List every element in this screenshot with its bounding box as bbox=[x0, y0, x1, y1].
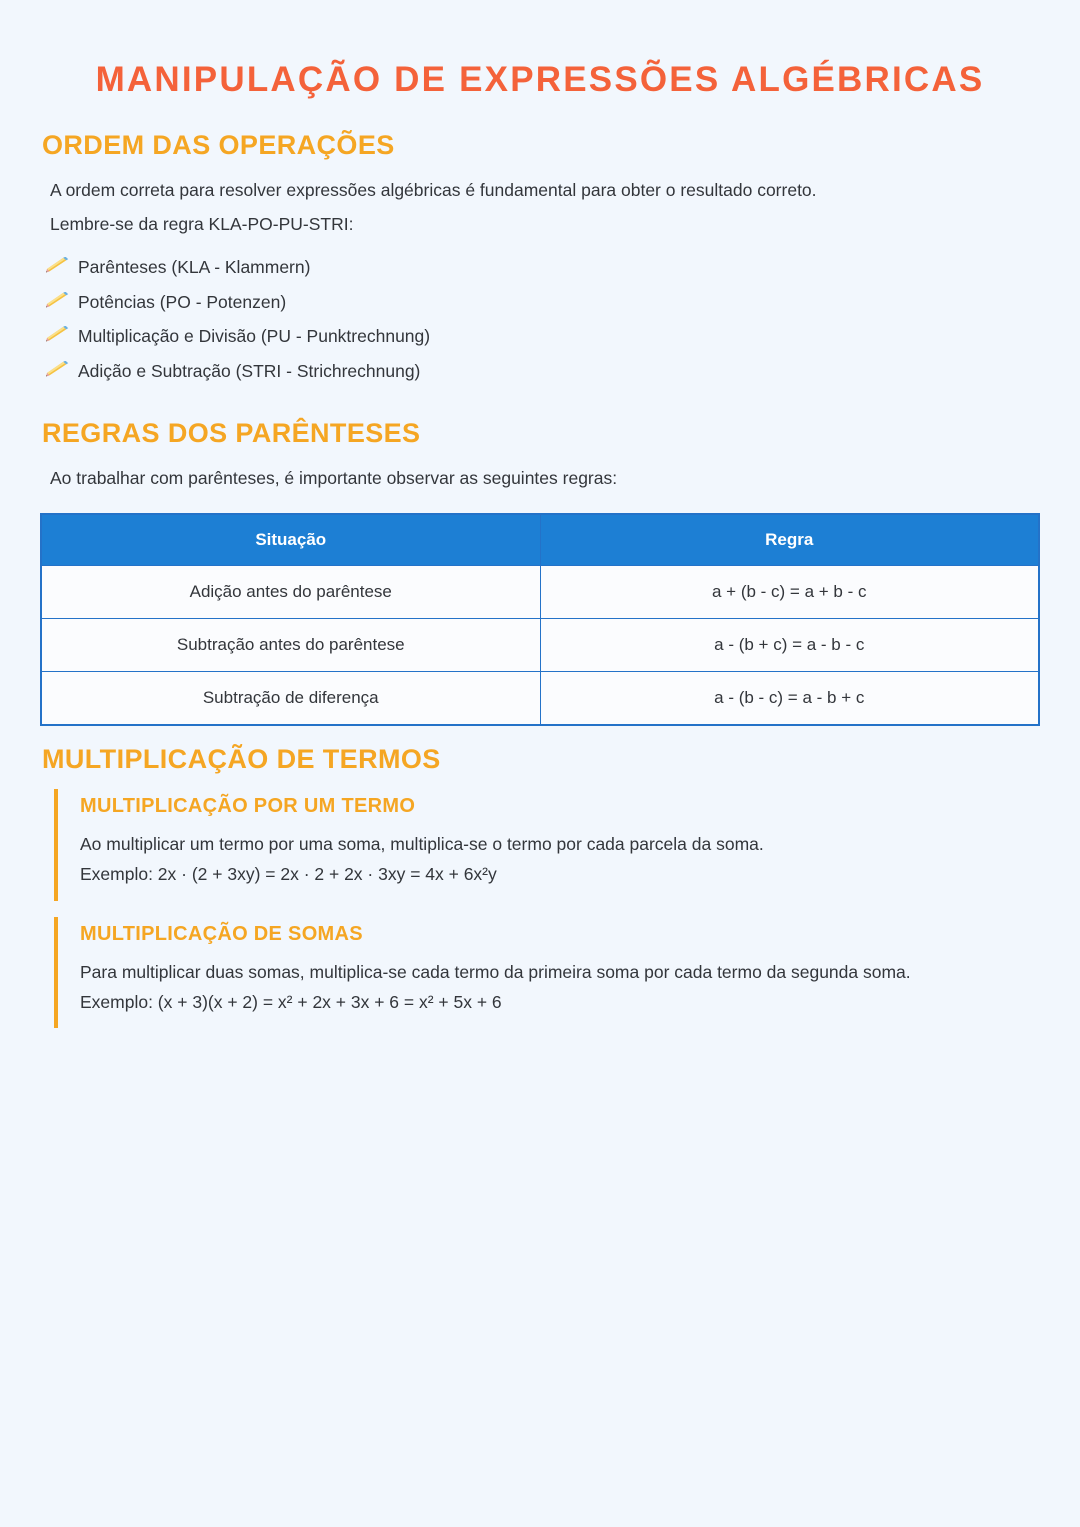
table-row bbox=[41, 619, 1039, 672]
callout-title: MULTIPLICAÇÃO DE SOMAS bbox=[80, 922, 363, 945]
order-of-operations-intro-line-2: Lembre-se da regra KLA-PO-PU-STRI: bbox=[50, 214, 354, 235]
list-item-label: Multiplicação e Divisão (PU - Punktrechnung) bbox=[78, 326, 431, 347]
pencil-icon bbox=[44, 361, 70, 379]
table-cell-regra: a - (b + c) = a - b - c bbox=[540, 619, 1039, 672]
list-item-label: Potências (PO - Potenzen) bbox=[78, 291, 287, 312]
table-cell-situacao: Subtração antes do parêntese bbox=[41, 619, 540, 672]
page-title: MANIPULAÇÃO DE EXPRESSÕES ALGÉBRICAS bbox=[95, 60, 985, 99]
pencil-icon bbox=[44, 326, 70, 344]
parentheses-rules-table bbox=[40, 513, 1040, 726]
table-header-row bbox=[41, 514, 1039, 566]
table-column-header-regra: Regra bbox=[540, 514, 1039, 566]
callout-multiplication-of-sums bbox=[54, 917, 1040, 1029]
table-row bbox=[41, 566, 1039, 619]
table-cell-regra: a - (b - c) = a - b + c bbox=[540, 672, 1039, 726]
callout-title: MULTIPLICAÇÃO POR UM TERMO bbox=[80, 795, 416, 818]
list-item-label: Parênteses (KLA - Klammern) bbox=[78, 257, 311, 278]
list-item-label: Adição e Subtração (STRI - Strichrechnung) bbox=[78, 360, 421, 381]
callout-text-line-2: Exemplo: 2x · (2 + 3xy) = 2x · 2 + 2x · 3xy = 4x + 6x²y bbox=[80, 864, 497, 885]
section-heading-order-of-operations: ORDEM DAS OPERAÇÕES bbox=[42, 130, 395, 161]
section-heading-parentheses-rules: REGRAS DOS PARÊNTESES bbox=[42, 417, 421, 448]
parentheses-rules-intro: Ao trabalhar com parênteses, é importante observar as seguintes regras: bbox=[50, 467, 618, 488]
table-cell-situacao: Adição antes do parêntese bbox=[41, 566, 540, 619]
callout-multiplication-by-term bbox=[54, 789, 1040, 901]
callout-text-line-1: Ao multiplicar um termo por uma soma, multiplica-se o termo por cada parcela da soma. bbox=[80, 834, 764, 855]
order-of-operations-intro-line-1: A ordem correta para resolver expressões algébricas é fundamental para obter o resultado correto. bbox=[50, 180, 817, 201]
table-row bbox=[41, 672, 1039, 726]
section-heading-multiplication: MULTIPLICAÇÃO DE TERMOS bbox=[42, 744, 441, 775]
order-of-operations-list bbox=[40, 255, 1040, 384]
pencil-icon bbox=[44, 292, 70, 310]
table-column-header-situacao: Situação bbox=[41, 514, 540, 566]
multiplication-callouts bbox=[40, 789, 1040, 1028]
callout-text-line-2: Exemplo: (x + 3)(x + 2) = x² + 2x + 3x + 6 = x² + 5x + 6 bbox=[80, 992, 502, 1013]
pencil-icon bbox=[44, 257, 70, 275]
list-item bbox=[44, 290, 1040, 315]
table-cell-regra: a + (b - c) = a + b - c bbox=[540, 566, 1039, 619]
table-cell-situacao: Subtração de diferença bbox=[41, 672, 540, 726]
list-item bbox=[44, 324, 1040, 349]
callout-text-line-1: Para multiplicar duas somas, multiplica-se cada termo da primeira soma por cada termo da segunda soma. bbox=[80, 961, 911, 982]
list-item bbox=[44, 359, 1040, 384]
list-item bbox=[44, 255, 1040, 280]
order-of-operations-intro bbox=[40, 175, 1040, 239]
